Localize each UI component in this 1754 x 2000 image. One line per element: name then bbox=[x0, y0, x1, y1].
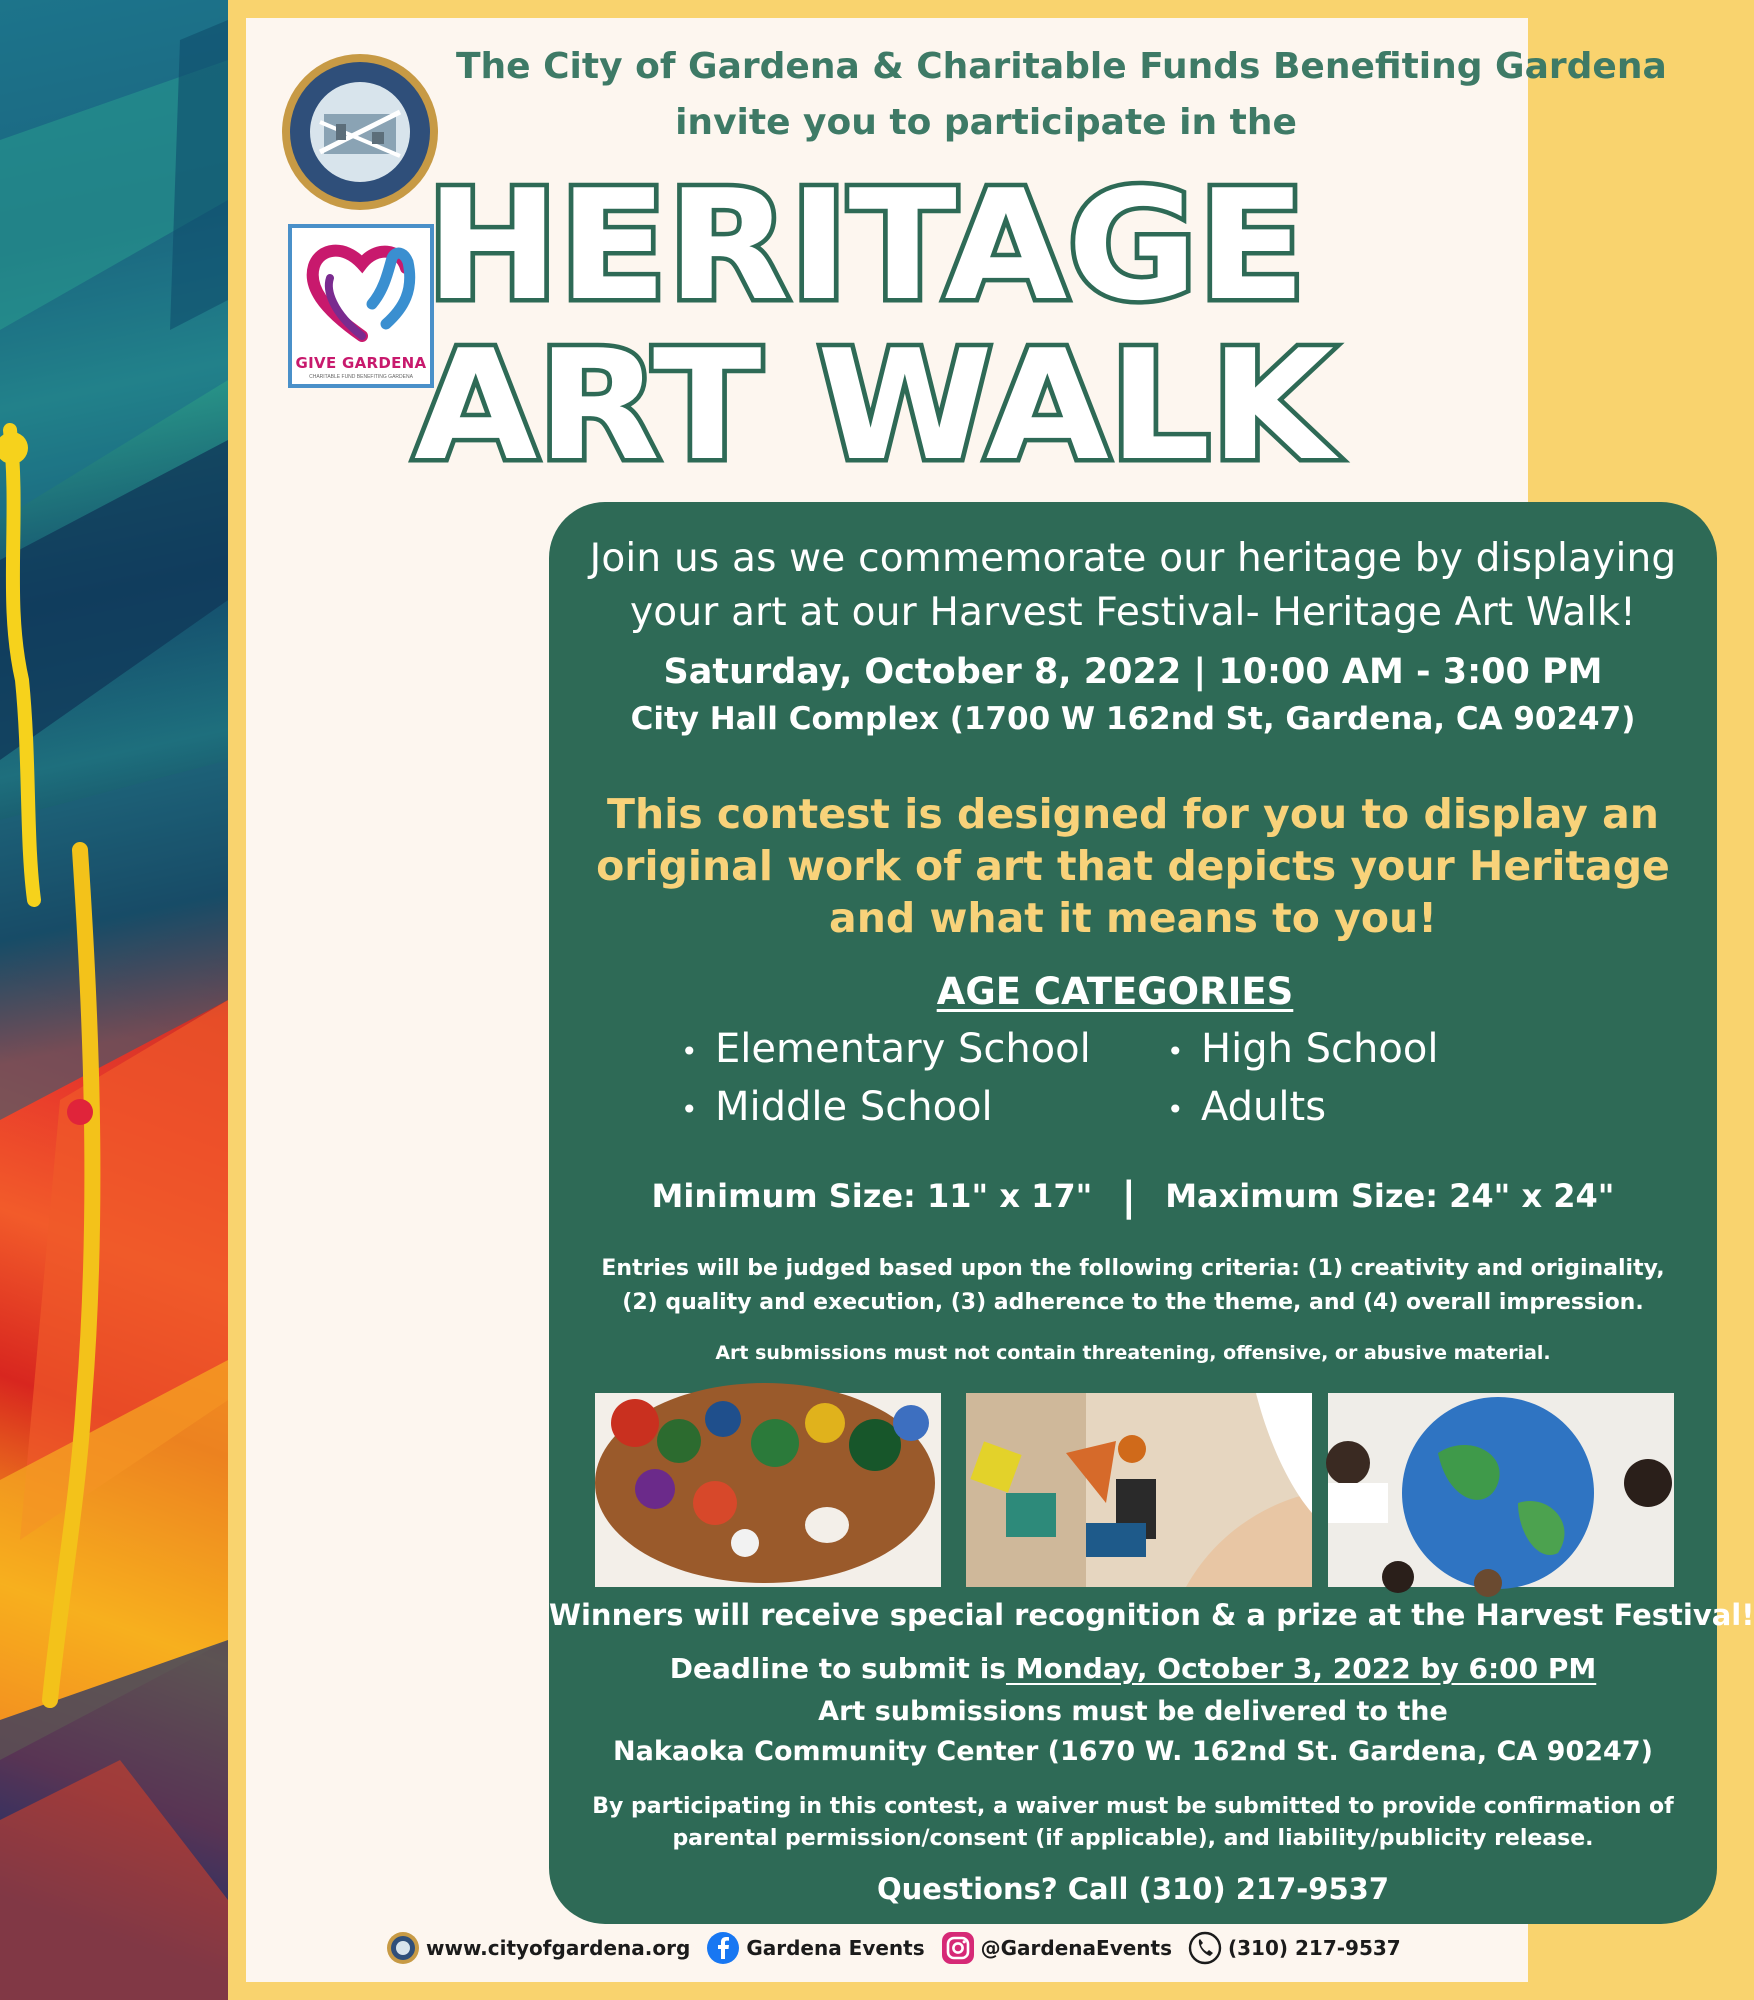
waiver-line-1: By participating in this contest, a waiver must be submitted to provide confirmation of bbox=[592, 1794, 1674, 1819]
give-gardena-subtitle: CHARITABLE FUND BENEFITING GARDENA bbox=[309, 374, 413, 380]
event-title bbox=[246, 18, 1667, 494]
paint-palette-photo bbox=[595, 1393, 941, 1587]
title-art-walk: ART WALK bbox=[414, 317, 1340, 494]
questions-contact: Questions? Call (310) 217-9537 bbox=[876, 1872, 1390, 1906]
event-date-time: Saturday, October 8, 2022 | 10:00 AM - 3:00 PM bbox=[663, 652, 1603, 692]
age-category-middle: • Middle School bbox=[681, 1084, 993, 1130]
flyer-page bbox=[246, 18, 1754, 1982]
facebook-handle[interactable]: Gardena Events bbox=[746, 1936, 925, 1960]
give-gardena-name: GIVE GARDENA bbox=[295, 354, 427, 372]
header-presenters: The City of Gardena & Charitable Funds Benefiting Gardena bbox=[456, 46, 1667, 87]
intro-line-2: your art at our Harvest Festival- Heritage Art Walk! bbox=[629, 590, 1637, 635]
size-requirements bbox=[549, 1174, 1717, 1220]
footer-contact-bar bbox=[386, 1928, 1417, 1968]
age-categories-heading: AGE CATEGORIES bbox=[936, 970, 1294, 1013]
phone-icon bbox=[1188, 1931, 1222, 1965]
winners-notice: Winners will receive special recognition & a prize at the Harvest Festival! bbox=[549, 1598, 1754, 1632]
header-invite: invite you to participate in the bbox=[675, 102, 1297, 143]
wooden-blocks-photo bbox=[966, 1393, 1312, 1587]
contest-description-line-3: and what it means to you! bbox=[829, 894, 1437, 942]
facebook-icon bbox=[706, 1931, 740, 1965]
children-painting-globe-photo bbox=[1328, 1393, 1674, 1587]
judging-criteria-line-1: Entries will be judged based upon the following criteria: (1) creativity and originality, bbox=[601, 1256, 1665, 1281]
footer-website[interactable] bbox=[386, 1931, 690, 1965]
footer-facebook[interactable] bbox=[706, 1931, 924, 1965]
waiver-line-2: parental permission/consent (if applicable), and liability/publicity release. bbox=[672, 1826, 1594, 1851]
city-seal-icon bbox=[386, 1931, 420, 1965]
deadline bbox=[549, 1652, 1717, 1685]
size-separator: | bbox=[1121, 1174, 1137, 1220]
delivery-line-1: Art submissions must be delivered to the bbox=[818, 1696, 1448, 1727]
judging-criteria-line-2: (2) quality and execution, (3) adherence to the theme, and (4) overall impression. bbox=[622, 1290, 1644, 1315]
abstract-paint-strip bbox=[0, 0, 228, 2000]
age-category-high: • High School bbox=[1167, 1026, 1439, 1072]
age-category-adults: • Adults bbox=[1167, 1084, 1327, 1130]
intro-line-1: Join us as we commemorate our heritage by displaying bbox=[589, 536, 1677, 581]
maximum-size: Maximum Size: 24" x 24" bbox=[1165, 1177, 1615, 1215]
title-heritage: HERITAGE bbox=[426, 157, 1306, 334]
delivery-location: Nakaoka Community Center (1670 W. 162nd St. Gardena, CA 90247) bbox=[613, 1736, 1653, 1767]
deadline-prefix: Deadline to submit is bbox=[669, 1652, 1006, 1685]
deadline-date: Monday, October 3, 2022 by 6:00 PM bbox=[1005, 1652, 1597, 1685]
footer-instagram[interactable] bbox=[941, 1931, 1172, 1965]
age-category-elementary: • Elementary School bbox=[681, 1026, 1091, 1072]
contest-description-line-1: This contest is designed for you to display an bbox=[607, 790, 1659, 838]
phone-number[interactable]: (310) 217-9537 bbox=[1228, 1936, 1401, 1960]
website-link[interactable]: www.cityofgardena.org bbox=[426, 1936, 691, 1960]
footer-phone[interactable] bbox=[1188, 1931, 1401, 1965]
content-restriction: Art submissions must not contain threatening, offensive, or abusive material. bbox=[715, 1342, 1551, 1364]
contest-description-line-2: original work of art that depicts your Heritage bbox=[596, 842, 1670, 890]
minimum-size: Minimum Size: 11" x 17" bbox=[651, 1177, 1093, 1215]
event-details-panel bbox=[549, 502, 1754, 1924]
instagram-handle[interactable]: @GardenaEvents bbox=[980, 1936, 1172, 1960]
instagram-icon bbox=[941, 1931, 975, 1965]
event-location: City Hall Complex (1700 W 162nd St, Gardena, CA 90247) bbox=[630, 701, 1636, 737]
